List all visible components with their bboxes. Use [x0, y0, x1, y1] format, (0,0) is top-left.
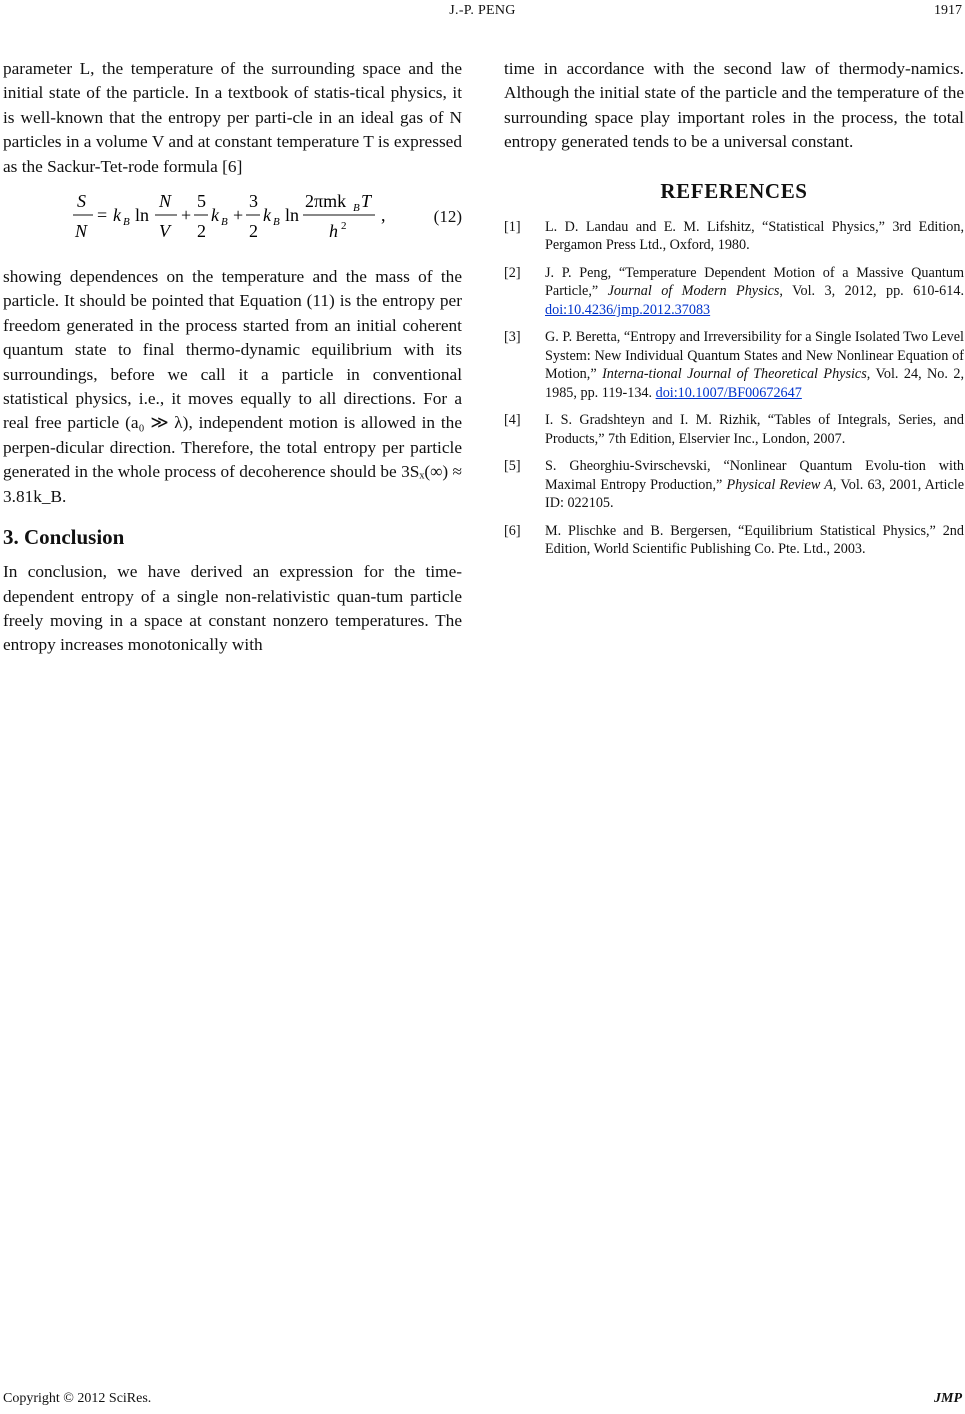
- journal-abbreviation: JMP: [934, 1391, 962, 1406]
- paragraph-conclusion-continued: time in accordance with the second law of thermody-namics. Although the initial state of the particle and the temperature of the surrounding space play important roles in the process, the total entropy generated tends to be a universal constant.: [504, 59, 964, 152]
- svg-text:B: B: [123, 216, 130, 229]
- page-number: 1917: [934, 3, 962, 18]
- svg-text:h: h: [329, 221, 338, 242]
- reference-item: [3] G. P. Beretta, “Entropy and Irreversibility for a Single Isolated Two Level System: New Individual Quantum States and New Nonlinear Equation of Motion,” Interna-tional Journal of Theoretical Physics, Vol. 24, No. 2, 1985, pp. 119-134. doi:10.1007/BF00672647: [504, 329, 964, 401]
- svg-text:+: +: [233, 205, 244, 226]
- svg-text:ln: ln: [285, 205, 300, 226]
- svg-text:B: B: [353, 202, 360, 215]
- eq-kb-1: k: [113, 205, 121, 226]
- paragraph-entropy-discussion: showing dependences on the temperature and the mass of the particle. It should be pointed that Equation (11) is the entropy per freedom generated in the process started from an initial coherent quantum state to final thermo-dynamic equilibrium with its surroundings, before we call it a particle in conventional statistical physics, i.e., it moves equally to all directions. For a real free particle (a₀ ≫ λ), independent motion is allowed in the perpen-dicular direction. Therefore, the total entropy per particle generated in the whole process of decoherence should be 3Sₓ(∞) ≈ 3.81k_B.: [3, 267, 462, 506]
- svg-text:k: k: [263, 205, 271, 226]
- page-header: [0, 0, 965, 24]
- left-column: [3, 57, 462, 658]
- equation-number: (12): [433, 207, 462, 227]
- svg-text:V: V: [159, 221, 170, 242]
- svg-text:2: 2: [197, 221, 206, 242]
- eq-ln-1: ln: [135, 205, 150, 226]
- equation-12: [3, 185, 462, 259]
- svg-text:2: 2: [341, 220, 347, 233]
- reference-item: [2] J. P. Peng, “Temperature Dependent Motion of a Massive Quantum Particle,” Journal of Modern Physics, Vol. 3, 2012, pp. 610-614. doi:10.4236/jmp.2012.37083: [504, 264, 964, 318]
- svg-text:+: +: [181, 205, 192, 226]
- doi-link[interactable]: doi:10.4236/jmp.2012.37083: [545, 301, 711, 318]
- right-column: [504, 57, 964, 568]
- reference-item: [5] S. Gheorghiu-Svirschevski, “Nonlinear Quantum Evolu-tion with Maximal Entropy Production,” Physical Review A, Vol. 63, 2001, Article ID: 022105.: [504, 458, 964, 512]
- svg-text:B: B: [221, 216, 228, 229]
- page-footer: [0, 1388, 965, 1414]
- reference-item: [4] I. S. Gradshteyn and I. M. Rizhik, “Tables of Integrals, Series, and Products,” 7th Edition, Elservier Inc., London, 2007.: [504, 412, 964, 447]
- reference-item: [6] M. Plischke and B. Bergersen, “Equilibrium Statistical Physics,” 2nd Edition, World Scientific Publishing Co. Pte. Ltd., 2003.: [504, 522, 964, 558]
- svg-text:N: N: [159, 191, 172, 212]
- references-list: [504, 218, 964, 559]
- equation-12-formula: [69, 185, 399, 259]
- svg-text:=: =: [97, 205, 108, 226]
- svg-text:B: B: [273, 216, 280, 229]
- svg-text:,: ,: [381, 205, 386, 226]
- running-head-author: J.-P. PENG: [449, 3, 516, 18]
- svg-text:T: T: [361, 191, 372, 212]
- paragraph-conclusion: In conclusion, we have derived an expression for the time-dependent entropy of a single non-relativistic quan-tum particle freely moving in a space at constant nonzero temperatures. The entropy increases monotonically with: [3, 562, 462, 655]
- inline-math-a0-gg-lambda: (a₀ ≫ λ): [125, 413, 189, 433]
- svg-text:2πmk: 2πmk: [305, 191, 347, 212]
- svg-text:3: 3: [249, 191, 258, 212]
- references-heading: REFERENCES: [660, 178, 808, 203]
- eq-lhs-den: N: [75, 221, 88, 242]
- section-title-conclusion: 3. Conclusion: [3, 525, 125, 550]
- eq-lhs-num: S: [77, 191, 86, 212]
- inline-math-total-entropy: 3Sₓ(∞) ≈ 3.81k_B.: [3, 462, 462, 506]
- svg-text:k: k: [211, 205, 219, 226]
- doi-link[interactable]: doi:10.1007/BF00672647: [655, 384, 802, 401]
- reference-item: [1] L. D. Landau and E. M. Lifshitz, “Statistical Physics,” 3rd Edition, Pergamon Press Ltd., Oxford, 1980.: [504, 218, 964, 254]
- copyright-notice: Copyright © 2012 SciRes.: [3, 1391, 152, 1406]
- paragraph-sackur-tetrode-intro: parameter L, the temperature of the surrounding space and the initial state of the particle. In a textbook of statis-tical physics, it is well-known that the entropy per parti-cle in an ideal gas of N particles in a volume V and at constant temperature T is expressed as the Sackur-Tet-rode formula [6]: [3, 59, 462, 176]
- svg-text:5: 5: [197, 191, 206, 212]
- svg-text:2: 2: [249, 221, 258, 242]
